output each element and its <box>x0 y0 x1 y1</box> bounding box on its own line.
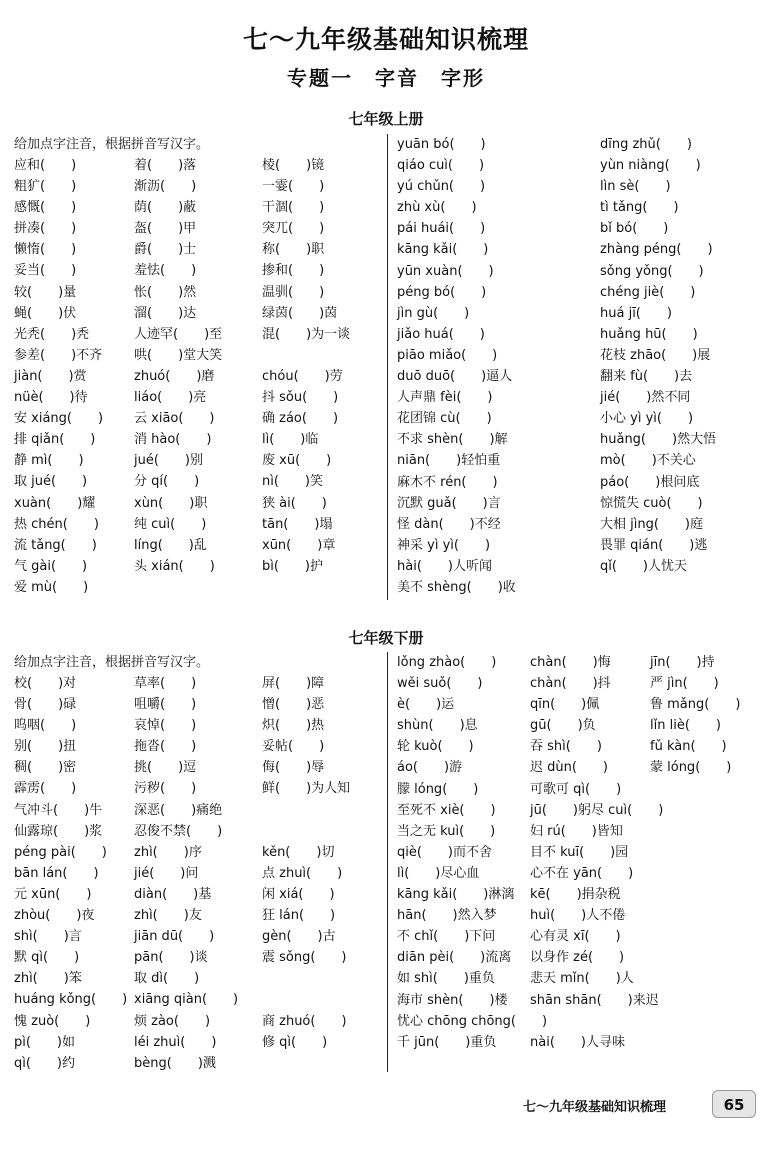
exercise-row <box>14 345 384 366</box>
exercise-item: 污秽( ) <box>134 781 197 797</box>
exercise-item: chóu( )劳 <box>262 368 343 384</box>
exercise-item: 较( )量 <box>14 284 77 300</box>
exercise-row <box>14 450 384 471</box>
exercise-row <box>14 155 384 176</box>
column-divider <box>387 652 388 1072</box>
exercise-item: 鲜( )为人知 <box>262 781 351 797</box>
exercise-item: kěn( )切 <box>262 844 335 860</box>
exercise-item: 点 zhuì( ) <box>262 865 343 881</box>
exercise-row <box>14 736 384 757</box>
exercise-row <box>14 514 384 535</box>
exercise-row <box>397 652 767 673</box>
exercise-row <box>397 366 767 387</box>
section-grade7-vol1 <box>14 134 764 602</box>
exercise-row <box>397 736 767 757</box>
exercise-row <box>14 218 384 239</box>
section-heading-grade7-vol1: 七年级上册 <box>348 110 424 128</box>
exercise-row <box>14 673 384 694</box>
exercise-item: 妇 rú( )皆知 <box>530 823 623 839</box>
exercise-item: 烦 zào( ) <box>134 1013 211 1029</box>
exercise-item: 温驯( ) <box>262 284 325 300</box>
exercise-item: zhàng péng( ) <box>600 242 713 258</box>
exercise-row <box>14 715 384 736</box>
exercise-item: 愧 zuò( ) <box>14 1013 91 1029</box>
exercise-item: 气冲斗( )牛 <box>14 802 103 818</box>
exercise-item: pì( )如 <box>14 1034 76 1050</box>
exercise-row <box>397 821 767 842</box>
exercise-item: pái huái( ) <box>397 221 486 237</box>
exercise-item: 狂 lán( ) <box>262 908 336 924</box>
exercise-item: wěi suǒ( ) <box>397 676 483 692</box>
exercise-item: 云 xiāo( ) <box>134 411 215 427</box>
exercise-item: 应和( ) <box>14 158 77 173</box>
exercise-row <box>397 535 767 556</box>
exercise-row <box>14 842 384 863</box>
exercise-item: 以身作 zé( ) <box>530 950 625 966</box>
exercise-item: sǒng yǒng( ) <box>600 263 704 279</box>
exercise-item: 挑( )逗 <box>134 760 197 776</box>
exercise-item: gū( )负 <box>530 718 596 734</box>
exercise-item: zhì( )笨 <box>14 971 82 987</box>
exercise-row <box>397 514 767 535</box>
exercise-item: 商 zhuó( ) <box>262 1013 347 1029</box>
exercise-item: 气 gài( ) <box>14 558 88 574</box>
exercise-row <box>14 260 384 281</box>
exercise-item: 混( )为一谈 <box>262 326 351 342</box>
exercise-item: xuàn( )耀 <box>14 495 96 511</box>
exercise-item: lì( )临 <box>262 432 319 448</box>
exercise-item: 憎( )恶 <box>262 697 325 713</box>
exercise-row <box>14 239 384 260</box>
exercise-item: 人声鼎 fèi( ) <box>397 390 493 406</box>
exercise-item: xùn( )职 <box>134 495 208 511</box>
instruction-text: 给加点字注音，根据拼音写汉字。 <box>14 137 210 152</box>
exercise-item: shùn( )息 <box>397 718 478 734</box>
exercise-row <box>397 757 767 778</box>
exercise-item: 废 xū( ) <box>262 453 332 469</box>
exercise-row <box>397 842 767 863</box>
exercise-item: zhì( )友 <box>134 908 202 924</box>
exercise-row <box>14 493 384 514</box>
exercise-row <box>397 282 767 303</box>
exercise-item: 狭 ài( ) <box>262 495 327 511</box>
exercise-item: qǐ( )人忧天 <box>600 558 688 574</box>
exercise-item: 翻来 fù( )去 <box>600 369 693 385</box>
exercise-item: jīn( )持 <box>650 655 715 670</box>
exercise-item: jué( )别 <box>134 453 203 469</box>
exercise-item: jiàn( )赏 <box>14 368 87 384</box>
exercise-item: diān pèi( )流离 <box>397 950 512 966</box>
exercise-item: 霹雳( ) <box>14 781 77 797</box>
exercise-item: chàn( )抖 <box>530 676 611 692</box>
exercise-item: bǐ bó( ) <box>600 221 669 237</box>
right-column <box>397 134 767 598</box>
exercise-item: 如 shì( )重负 <box>397 971 495 987</box>
exercise-item: 流 tǎng( ) <box>14 537 97 553</box>
exercise-item: 严 jìn( ) <box>650 676 719 692</box>
exercise-row <box>14 947 384 968</box>
exercise-row <box>397 673 767 694</box>
exercise-item: kāng kǎi( ) <box>397 242 489 258</box>
exercise-item: duō duō( )逼人 <box>397 369 513 385</box>
exercise-item: 畏罪 qián( )逃 <box>600 537 708 553</box>
exercise-item: tì tǎng( ) <box>600 200 679 216</box>
exercise-row <box>397 556 767 577</box>
exercise-row <box>14 905 384 926</box>
exercise-item: zhù xù( ) <box>397 200 477 216</box>
exercise-item: 安 xiáng( ) <box>14 411 104 427</box>
exercise-item: 怪 dàn( )不经 <box>397 516 501 532</box>
page-subtitle: 专题一 字音 字形 <box>287 66 485 90</box>
exercise-row <box>14 429 384 450</box>
exercise-row <box>397 577 767 598</box>
exercise-item: 小心 yì yì( ) <box>600 411 694 427</box>
exercise-item: léi zhuì( ) <box>134 1034 217 1050</box>
left-rows <box>14 673 384 1074</box>
exercise-item: 蒙 lóng( ) <box>650 760 732 776</box>
exercise-row <box>14 471 384 492</box>
exercise-item: huá jī( ) <box>600 305 672 321</box>
exercise-row <box>397 863 767 884</box>
exercise-row <box>14 968 384 989</box>
exercise-item: 感慨( ) <box>14 200 77 216</box>
exercise-row <box>397 155 767 176</box>
exercise-row <box>14 821 384 842</box>
exercise-item: niān( )轻怕重 <box>397 453 501 469</box>
exercise-item: 排 qiǎn( ) <box>14 432 96 448</box>
exercise-item: lì( )尽心血 <box>397 865 480 881</box>
exercise-item: qì( )约 <box>14 1055 76 1071</box>
exercise-item: 闲 xiá( ) <box>262 886 335 902</box>
exercise-item: nài( )人寻味 <box>530 1034 625 1050</box>
instruction-text: 给加点字注音，根据拼音写汉字。 <box>14 655 210 670</box>
exercise-item: 消 hào( ) <box>134 432 212 448</box>
exercise-item: shān shān( )来迟 <box>530 992 659 1008</box>
exercise-item: 抖 sǒu( ) <box>262 390 339 406</box>
exercise-item: 爱 mù( ) <box>14 579 89 595</box>
exercise-item: 头 xián( ) <box>134 558 215 574</box>
right-rows <box>397 652 767 1053</box>
exercise-item: qiáo cuì( ) <box>397 158 485 174</box>
right-column <box>397 652 767 1053</box>
exercise-row <box>397 493 767 514</box>
exercise-item: 拖沓( ) <box>134 739 197 755</box>
exercise-item: è( )运 <box>397 697 455 713</box>
exercise-item: 粗犷( ) <box>14 179 77 195</box>
exercise-item: 海市 shèn( )楼 <box>397 992 508 1008</box>
exercise-item: 当之无 kuì( ) <box>397 823 496 839</box>
exercise-item: 取 dì( ) <box>134 971 200 987</box>
exercise-item: 默 qì( ) <box>14 950 80 966</box>
exercise-item: bì( )护 <box>262 558 324 574</box>
exercise-item: 震 sǒng( ) <box>262 950 347 966</box>
exercise-item: kāng kǎi( )淋漓 <box>397 887 515 903</box>
exercise-item: péng bó( ) <box>397 284 487 300</box>
exercise-item: 羞怯( ) <box>134 263 197 279</box>
exercise-item: 盔( )甲 <box>134 221 197 237</box>
exercise-row <box>14 197 384 218</box>
exercise-item: yūn xuàn( ) <box>397 263 494 279</box>
exercise-row <box>397 429 767 450</box>
exercise-item: 校( )对 <box>14 676 77 691</box>
exercise-item: 拼凑( ) <box>14 221 77 237</box>
exercise-item: bān lán( ) <box>14 865 99 881</box>
exercise-row <box>14 535 384 556</box>
exercise-item: 一霎( ) <box>262 179 325 195</box>
exercise-row <box>397 176 767 197</box>
exercise-item: tān( )塌 <box>262 516 333 532</box>
exercise-row <box>14 176 384 197</box>
exercise-item: 爵( )士 <box>134 242 197 258</box>
exercise-item: 光秃( )秃 <box>14 326 90 342</box>
exercise-item: 炽( )热 <box>262 718 325 734</box>
exercise-item: 花枝 zhāo( )展 <box>600 347 711 363</box>
exercise-item: 突兀( ) <box>262 221 325 237</box>
exercise-item: 朦 lóng( ) <box>397 781 479 797</box>
exercise-item: páo( )根问底 <box>600 474 700 490</box>
exercise-item: 稠( )密 <box>14 760 77 776</box>
exercise-item: nì( )笑 <box>262 474 323 490</box>
exercise-item: 元 xūn( ) <box>14 886 92 902</box>
exercise-item: lǒng zhào( ) <box>397 655 497 670</box>
section-heading-grade7-vol2: 七年级下册 <box>348 629 424 647</box>
exercise-item: qiè( )而不舍 <box>397 844 493 860</box>
exercise-item: 目不 kuī( )园 <box>530 844 629 860</box>
exercise-row <box>397 968 767 989</box>
exercise-item: hài( )人听闻 <box>397 558 492 574</box>
column-divider <box>387 134 388 600</box>
exercise-item: áo( )游 <box>397 760 463 776</box>
exercise-item: 干涸( ) <box>262 200 325 216</box>
exercise-row <box>397 1032 767 1053</box>
exercise-item: 不求 shèn( )解 <box>397 432 508 448</box>
exercise-item: 屏( )障 <box>262 676 325 691</box>
exercise-item: 不 chǐ( )下问 <box>397 929 496 945</box>
exercise-item: hān( )然入梦 <box>397 908 497 924</box>
exercise-item: 神采 yì yì( ) <box>397 537 491 553</box>
exercise-item: pān( )谈 <box>134 950 208 966</box>
exercise-item: 哀悼( ) <box>134 718 197 734</box>
exercise-row <box>14 884 384 905</box>
exercise-item: 修 qì( ) <box>262 1034 328 1050</box>
exercise-item: 草率( ) <box>134 676 197 691</box>
exercise-item: huǎng( )然大悟 <box>600 432 717 448</box>
exercise-item: gèn( )古 <box>262 929 336 945</box>
exercise-row <box>397 387 767 408</box>
exercise-row <box>397 345 767 366</box>
exercise-row <box>14 366 384 387</box>
exercise-item: 侮( )辱 <box>262 760 325 776</box>
exercise-row <box>397 1011 767 1032</box>
exercise-item: 迟 dùn( ) <box>530 760 609 776</box>
exercise-item: 忧心 chōng chōng( ) <box>397 1013 548 1029</box>
exercise-item: 麻木不 rén( ) <box>397 474 498 490</box>
right-rows <box>397 134 767 598</box>
exercise-item: 怅( )然 <box>134 284 197 300</box>
exercise-row <box>397 800 767 821</box>
exercise-item: 花团锦 cù( ) <box>397 411 492 427</box>
exercise-row <box>14 863 384 884</box>
exercise-item: huǎng hū( ) <box>600 326 698 342</box>
exercise-item: 惊慌失 cuò( ) <box>600 495 703 511</box>
exercise-item: bèng( )溅 <box>134 1055 216 1071</box>
exercise-item: 沉默 guǎ( )言 <box>397 495 501 511</box>
footer-text: 七～九年级基础知识梳理 <box>523 1100 667 1115</box>
exercise-item: 蝇( )伏 <box>14 305 77 321</box>
exercise-item: chéng jiè( ) <box>600 284 696 300</box>
exercise-item: 热 chén( ) <box>14 516 99 532</box>
exercise-item: 呜咽( ) <box>14 718 77 734</box>
exercise-item: mò( )不关心 <box>600 453 696 469</box>
exercise-row <box>397 218 767 239</box>
exercise-item: shì( )言 <box>14 929 82 945</box>
exercise-item: jū( )躬尽 cuì( ) <box>530 802 664 818</box>
exercise-item: nüè( )待 <box>14 390 88 406</box>
exercise-item: yùn niàng( ) <box>600 158 701 174</box>
exercise-item: huì( )人不倦 <box>530 908 626 924</box>
exercise-row <box>397 197 767 218</box>
exercise-item: 仙露琼( )浆 <box>14 823 103 839</box>
exercise-item: 妥帖( ) <box>262 739 325 755</box>
exercise-row <box>14 757 384 778</box>
exercise-item: 纯 cuì( ) <box>134 516 207 532</box>
exercise-row <box>14 1053 384 1074</box>
exercise-item: zhòu( )夜 <box>14 908 95 924</box>
exercise-row <box>14 282 384 303</box>
exercise-row <box>14 778 384 799</box>
exercise-item: 心有灵 xī( ) <box>530 929 621 945</box>
exercise-item: xūn( )章 <box>262 537 336 553</box>
exercise-item: 大相 jìng( )庭 <box>600 516 703 532</box>
exercise-item: xiāng qiàn( ) <box>134 992 239 1008</box>
exercise-row <box>397 947 767 968</box>
exercise-item: zhuó( )磨 <box>134 368 215 384</box>
exercise-row <box>14 408 384 429</box>
exercise-item: 称( )职 <box>262 242 325 258</box>
exercise-item: 吞 shì( ) <box>530 739 602 755</box>
exercise-item: péng pài( ) <box>14 844 107 860</box>
exercise-item: 懒惰( ) <box>14 242 77 258</box>
exercise-row <box>397 990 767 1011</box>
exercise-row <box>397 450 767 471</box>
exercise-item: 确 záo( ) <box>262 411 339 427</box>
exercise-row <box>14 1011 384 1032</box>
exercise-item: jiǎo huá( ) <box>397 326 485 342</box>
exercise-row <box>14 926 384 947</box>
page-number-badge: 65 <box>712 1090 756 1118</box>
exercise-item: líng( )乱 <box>134 537 207 553</box>
exercise-item: dīng zhǔ( ) <box>600 137 692 152</box>
exercise-item: 静 mì( ) <box>14 453 84 469</box>
exercise-item: 人迹罕( )至 <box>134 326 223 342</box>
exercise-row <box>397 715 767 736</box>
section-grade7-vol2 <box>14 652 764 1072</box>
exercise-item: 棱( )镜 <box>262 158 325 173</box>
exercise-row <box>397 261 767 282</box>
exercise-item: liáo( )亮 <box>134 390 207 406</box>
exercise-item: 渐沥( ) <box>134 179 197 195</box>
exercise-item: 哄( )堂大笑 <box>134 347 223 363</box>
exercise-row <box>14 556 384 577</box>
exercise-row <box>397 472 767 493</box>
exercise-row <box>397 408 767 429</box>
exercise-item: zhì( )序 <box>134 844 202 860</box>
exercise-item: 轮 kuò( ) <box>397 739 474 755</box>
exercise-row <box>397 779 767 800</box>
exercise-item: fǔ kàn( ) <box>650 739 727 755</box>
left-column <box>14 652 384 1074</box>
exercise-row <box>14 324 384 345</box>
exercise-row <box>397 324 767 345</box>
exercise-item: 忍俊不禁( ) <box>134 823 223 839</box>
exercise-row <box>397 926 767 947</box>
exercise-item: qīn( )佩 <box>530 697 600 713</box>
exercise-item: 咀嚼( ) <box>134 697 197 713</box>
exercise-row <box>14 800 384 821</box>
exercise-item: 鲁 mǎng( ) <box>650 697 741 713</box>
exercise-row <box>14 694 384 715</box>
exercise-row <box>14 1032 384 1053</box>
exercise-row <box>14 577 384 598</box>
exercise-item: 至死不 xiè( ) <box>397 802 496 818</box>
exercise-item: 参差( )不齐 <box>14 347 103 363</box>
exercise-item: 荫( )蔽 <box>134 200 197 216</box>
exercise-item: 分 qí( ) <box>134 474 200 490</box>
exercise-item: yú chǔn( ) <box>397 179 486 195</box>
exercise-item: diàn( )基 <box>134 886 212 902</box>
exercise-item: 溜( )达 <box>134 305 197 321</box>
exercise-row <box>14 989 384 1010</box>
exercise-row <box>14 387 384 408</box>
exercise-item: 掺和( ) <box>262 263 325 279</box>
exercise-item: yuān bó( ) <box>397 137 486 152</box>
exercise-item: chàn( )悔 <box>530 655 611 670</box>
exercise-item: 骨( )碌 <box>14 697 77 713</box>
left-rows <box>14 155 384 598</box>
exercise-row <box>397 694 767 715</box>
exercise-item: 着( )落 <box>134 158 197 173</box>
exercise-row <box>14 303 384 324</box>
exercise-item: 千 jūn( )重负 <box>397 1034 497 1050</box>
exercise-item: huáng kǒng( ) <box>14 992 128 1008</box>
exercise-item: 悲天 mǐn( )人 <box>530 971 634 987</box>
exercise-item: lǐn liè( ) <box>650 718 721 734</box>
exercise-row <box>397 303 767 324</box>
exercise-item: jié( )然不同 <box>600 390 691 406</box>
exercise-row <box>397 905 767 926</box>
exercise-item: 别( )扭 <box>14 739 77 755</box>
exercise-item: jié( )问 <box>134 865 199 881</box>
exercise-item: 深恶( )痛绝 <box>134 802 223 818</box>
exercise-item: jìn gù( ) <box>397 305 470 321</box>
page-title: 七～九年级基础知识梳理 <box>242 25 529 54</box>
exercise-item: kē( )捐杂税 <box>530 887 621 903</box>
exercise-row <box>397 134 767 155</box>
exercise-item: jiān dū( ) <box>134 929 215 945</box>
exercise-item: 绿茵( )茵 <box>262 305 338 321</box>
exercise-item: 妥当( ) <box>14 263 77 279</box>
exercise-row <box>397 884 767 905</box>
exercise-item: 取 jué( ) <box>14 474 88 490</box>
exercise-item: 美不 shèng( )收 <box>397 579 516 595</box>
exercise-item: 心不在 yān( ) <box>530 865 634 881</box>
exercise-item: piāo miǎo( ) <box>397 347 498 363</box>
exercise-item: lìn sè( ) <box>600 179 671 195</box>
exercise-item: 可歌可 qì( ) <box>530 781 622 797</box>
left-column <box>14 134 384 598</box>
exercise-row <box>397 239 767 260</box>
